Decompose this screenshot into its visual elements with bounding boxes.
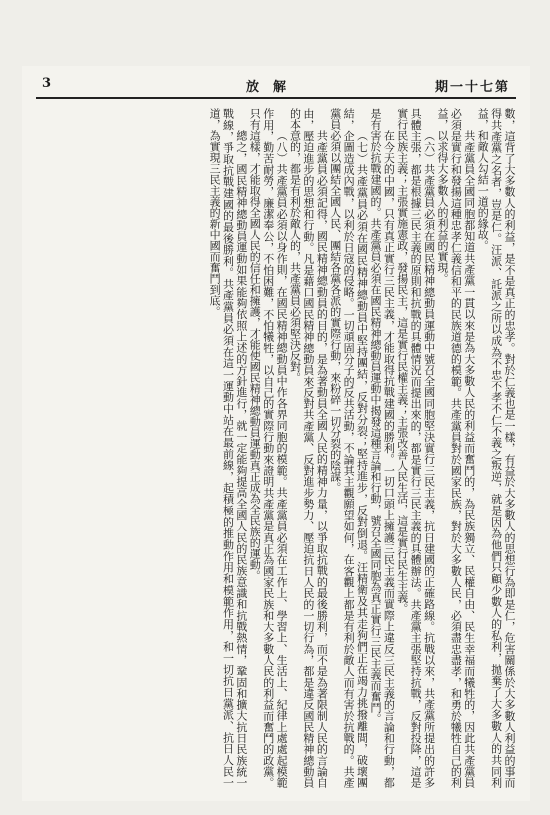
journal-title: 放解: [246, 80, 301, 95]
paragraph: 數，這背了大多數人的利益，是不是真正的忠孝。對於仁義也是一樣，有益於大多數人的思想行為即是仁，危害關係於大多數人利益的事而得共產黨之名者，豈是仁。汪派、託派之所以成為不忠不孝不仁不義之叛逆，就是因為他們只顧少數人的私利，拋棄了大多數人的共同利益，和敵人勾結一道的緣故。: [476, 108, 516, 788]
paragraph: （七）共產黨員必須在國民精神總動員中堅持團結，反對分裂；堅持進步，反對倒退。汪精衛及其走狗們正在竭力挑撥離間，破壞團結，企圖造成內戰，以利於日寇的侵略。一切頑固分子的反共活動，不論其主觀願望如何，在客觀上都是有利於敵人而有害於抗戰的。共產黨員必須以團結全國人民、團結各黨各派的實際行動，來粉碎一切分裂的陰謀。: [328, 108, 369, 788]
article-body: [38, 108, 516, 788]
page: [22, 66, 530, 801]
issue-number: 期一十七第: [434, 80, 510, 95]
running-header: [36, 76, 516, 98]
paragraph: 共產黨員全國同胞都知道共產黨一貫以來是為大多數人民的利益而奮鬥的，為民族獨立、民權自由、民生幸福而犧牲的，因此共產黨員必須是實行和發揚這種忠孝仁義信和平的民族道德的模範。共產黨員對於國家民族，對於大多數人民，必須盡忠盡孝，和勇於犧牲自己的利益，以求得大多數人的利益的實現。: [435, 108, 476, 788]
paragraph: 共產黨員必須記得，國民精神總動員的目的，是為著動員全國人民的精神力量，以爭取抗戰的最後勝利，而不是為著限制人民的言論自由，壓迫進步的思想和行動。凡是藉口國民精神總動員來反對共產黨、反對進步勢力、壓迫抗日人民的一切行為，都是違反國民精神總動員的本意的，都是有利於敵人的，共產黨員必須堅決反對。: [288, 108, 329, 788]
paragraph: 在今天的中國，只有真正實行三民主義，才能取得抗戰建國的勝利。一切口頭上擁護三民主義而實際上違反三民主義的言論和行動，都是有害於抗戰建國的。共產黨員必須在國民精神總動員運動中揭發這種言論和行動，號召全國同胞為真正實行三民主義而奮鬥。: [368, 108, 396, 788]
paragraph: （八）共產黨員必須以身作則，在國民精神總動員中作各界同胞的模範。共產黨員必須在工作上、學習上、生活上、紀律上處處起模範作用，勤苦耐勞，廉潔奉公，不怕困難，不怕犧牲，以自己的實際行動來證明共產黨是真正為國家民族和大多數人民的利益而奮鬥的政黨。只有這樣，才能取得全國人民的信任和擁護，才能使國民精神總動員運動真正成為全民族的運動。: [248, 108, 289, 788]
header-rule: [36, 97, 516, 99]
page-number: 3: [42, 76, 52, 91]
paragraph: （六）共產黨員必須在國民精神總動員運動中號召全國同胞堅決實行三民主義，抗日建國的正確路線。抗戰以來，共產黨所提出的許多具體主張，都是根據三民主義的原則和抗戰的具體情況而提出來的，都是實行三民主義的具體辦法。共產黨主張堅持抗戰，反對投降，這是實行民族主義；主張實施憲政，發揚民主，這是實行民權主義；主張改善人民生活，這是實行民生主義。: [395, 108, 436, 788]
paragraph: 總之，國民精神總動員運動如果能夠依照上述的方針進行，就一定能夠提高全國人民的民族意識和抗戰熱情，鞏固和擴大抗日民族統一戰線，爭取抗戰建國的最後勝利。共產黨員必須在這一運動中站在最前線，起積極的推動作用和模範作用，和一切抗日黨派、抗日人民一道，為實現三民主義的新中國而奮鬥到底。: [208, 108, 248, 788]
